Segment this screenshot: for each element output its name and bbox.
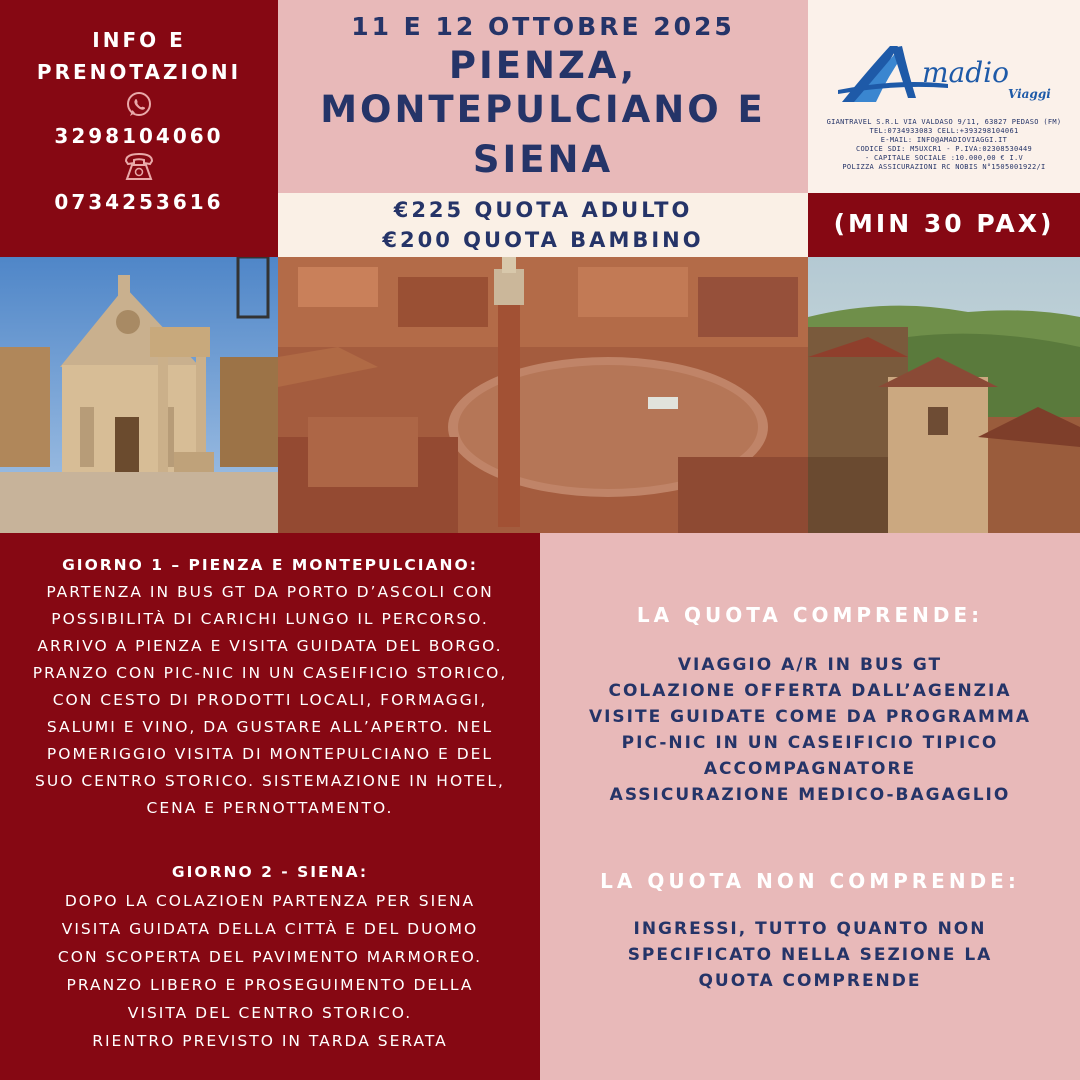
logo-main-text: madio: [922, 56, 1009, 89]
title-line-2: MONTEPULCIANO E: [320, 88, 766, 131]
contact-panel: [0, 0, 278, 257]
agency-info-line: CODICE SDI: M5UXCR1 - P.IVA:02308530449: [855, 145, 1033, 153]
min-pax-panel: [808, 193, 1080, 257]
day2-line: RIENTRO PREVISTO IN TARDA SERATA: [92, 1032, 448, 1050]
agency-panel: [808, 0, 1080, 193]
event-date: 11 E 12 OTTOBRE 2025: [351, 12, 735, 41]
includes-item: VIAGGIO A/R IN BUS GT: [677, 655, 943, 675]
agency-info-line: POLIZZA ASSICURAZIONI RC NOBIS N°1505001922/I: [842, 163, 1046, 171]
day2-title: GIORNO 2 - SIENA:: [171, 863, 369, 881]
includes-heading: LA QUOTA COMPRENDE:: [636, 603, 984, 627]
agency-info-line[interactable]: E-MAIL: INFO@AMADIOVIAGGI.IT: [880, 136, 1008, 144]
excludes-line: SPECIFICATO NELLA SEZIONE LA: [627, 945, 993, 965]
title-line-3: SIENA: [472, 138, 614, 181]
includes-item: ACCOMPAGNATORE: [703, 759, 917, 779]
phone-landline[interactable]: 0734253616: [54, 190, 224, 214]
logo-sub-text: Viaggi: [1008, 87, 1051, 101]
day1-line: PRANZO CON PIC-NIC IN UN CASEIFICIO STORICO,: [32, 664, 508, 682]
day1-title: GIORNO 1 – PIENZA E MONTEPULCIANO:: [62, 556, 478, 574]
agency-logo: [838, 40, 1068, 110]
day2-line: VISITA DEL CENTRO STORICO.: [127, 1004, 413, 1022]
day1-line: POMERIGGIO VISITA DI MONTEPULCIANO E DEL: [46, 745, 494, 763]
agency-info-line: - CAPITALE SOCIALE :10.000,00 € I.V: [864, 154, 1023, 162]
excludes-heading: LA QUOTA NON COMPRENDE:: [600, 869, 1020, 893]
min-pax-label: (MIN 30 PAX): [833, 209, 1055, 238]
title-line-1: PIENZA,: [448, 44, 638, 87]
telephone-icon: [122, 151, 156, 183]
day1-line: SUO CENTRO STORICO. SISTEMAZIONE IN HOTEL,: [35, 772, 505, 790]
includes-item: PIC-NIC IN UN CASEIFICIO TIPICO: [621, 733, 999, 753]
day2-line: VISITA GUIDATA DELLA CITTÀ E DEL DUOMO: [61, 920, 479, 938]
day1-line: PARTENZA IN BUS GT DA PORTO D’ASCOLI CON: [46, 583, 494, 601]
whatsapp-icon: [124, 90, 154, 120]
photo-montepulciano: [808, 257, 1080, 533]
day1-line: CENA E PERNOTTAMENTO.: [146, 799, 394, 817]
day1-line: POSSIBILITÀ DI CARICHI LUNGO IL PERCORSO.: [51, 610, 489, 628]
day1-line: CON CESTO DI PRODOTTI LOCALI, FORMAGGI,: [52, 691, 488, 709]
price-child: €200 QUOTA BAMBINO: [382, 228, 704, 252]
price-adult: €225 QUOTA ADULTO: [393, 198, 693, 222]
itinerary-panel: [0, 533, 540, 1080]
day2-line: PRANZO LIBERO E PROSEGUIMENTO DELLA: [66, 976, 474, 994]
day2-line: DOPO LA COLAZIOEN PARTENZA PER SIENA: [64, 892, 476, 910]
contact-heading-line2: PRENOTAZIONI: [36, 60, 242, 84]
price-panel: [278, 193, 808, 257]
includes-item: ASSICURAZIONE MEDICO-BAGAGLIO: [609, 785, 1011, 805]
includes-item: COLAZIONE OFFERTA DALL’AGENZIA: [608, 681, 1012, 701]
excludes-line: INGRESSI, TUTTO QUANTO NON: [633, 919, 987, 939]
day1-line: SALUMI E VINO, DA GUSTARE ALL’APERTO. NEL: [46, 718, 494, 736]
photo-pienza-cathedral: [0, 257, 278, 533]
agency-info-line: GIANTRAVEL S.R.L VIA VALDASO 9/11, 63827 PEDASO (FM): [826, 118, 1062, 126]
agency-info-line: TEL:0734933083 CELL:+393298104061: [869, 127, 1019, 135]
excludes-line: QUOTA COMPRENDE: [698, 971, 922, 991]
photo-siena-piazza: [278, 257, 808, 533]
title-panel: [278, 0, 808, 193]
day2-line: CON SCOPERTA DEL PAVIMENTO MARMOREO.: [57, 948, 483, 966]
contact-heading-line1: INFO E: [92, 28, 186, 52]
day1-line: ARRIVO A PIENZA E VISITA GUIDATA DEL BORGO.: [37, 637, 503, 655]
phone-mobile[interactable]: 3298104060: [54, 124, 224, 148]
inclusions-panel: [540, 533, 1080, 1080]
includes-item: VISITE GUIDATE COME DA PROGRAMMA: [588, 707, 1032, 727]
